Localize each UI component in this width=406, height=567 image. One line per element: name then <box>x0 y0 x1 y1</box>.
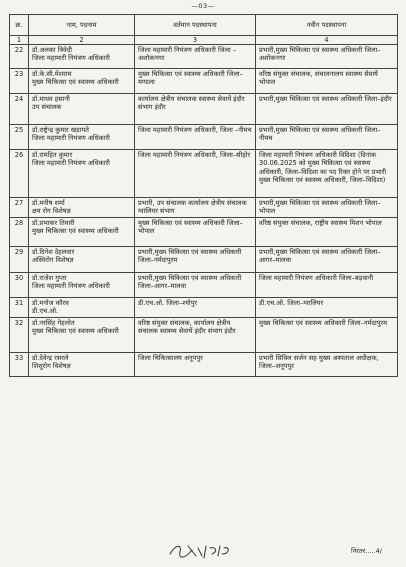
table-row <box>10 298 398 318</box>
officer-name: डॉ.प्रभाकर तिवारी <box>32 219 75 228</box>
continued-note: निरंतर.....4/ <box>351 547 382 555</box>
new-posting: जिला महामारी नियंत्रण अधिकारी जिला–बड़वानी <box>256 273 398 298</box>
row-sr: 27 <box>10 198 29 218</box>
table-row <box>10 318 398 353</box>
current-posting: जिला चिकित्सालय अनूपपुर <box>135 353 256 377</box>
current-posting: मुख्य चिकित्सा एवं स्वास्थ्य अधिकारी जिला–भोपाल <box>135 218 256 247</box>
officer-designation: शिशुरोग विशेषज्ञ <box>32 362 71 371</box>
current-posting: मुख्य चिकित्सा एवं स्वास्थ्य अधिकारी जिला–मण्डला <box>135 69 256 94</box>
row-sr: 32 <box>10 318 29 353</box>
table-row <box>10 198 398 218</box>
row-name-cell <box>29 353 135 377</box>
page-number: —03— <box>191 2 215 10</box>
table-row <box>10 218 398 247</box>
current-posting: जिला महामारी नियंत्रण अधिकारी, जिला –नीमच <box>135 125 256 150</box>
row-sr: 29 <box>10 247 29 273</box>
officer-name: डॉ.दिनेश देहलवार <box>32 248 75 257</box>
table-row <box>10 150 398 198</box>
officer-designation: मुख्य चिकित्सा एवं स्वास्थ्य अधिकारी <box>32 327 119 336</box>
row-sr: 26 <box>10 150 29 198</box>
new-posting: वरिष्ठ संयुक्त संचालक, संचालनालय स्वास्थ्य सेवायें भोपाल <box>256 69 398 94</box>
officer-name: डॉ.माधव हसानी <box>32 95 70 104</box>
officer-designation: क्षय रोग विशेषज्ञ <box>32 207 71 216</box>
posting-table <box>9 14 398 377</box>
new-posting: मुख्य चिकित्सा एवं स्वास्थ्य अधिकारी जिला–नर्मदापुरम <box>256 318 398 353</box>
officer-name: डॉ.के.सी.मेशराम <box>32 70 72 79</box>
current-posting: वरिष्ठ संयुक्त संचालक, कार्यालय क्षेत्रीय संचालक स्वास्थ्य सेवायें इंदौर संभाग इंदौर <box>135 318 256 353</box>
row-name-cell <box>29 94 135 125</box>
current-posting: प्रभारी,मुख्य चिकित्सा एवं स्वास्थ्य अधिकारी जिला–आगर–मालवा <box>135 273 256 298</box>
row-sr: 31 <box>10 298 29 318</box>
row-sr: 23 <box>10 69 29 94</box>
row-name-cell <box>29 125 135 150</box>
header-row <box>10 15 398 36</box>
new-posting: डी.एच.ओ. जिला–ग्वालियर <box>256 298 398 318</box>
new-posting: जिला महामारी नियंत्रण अधिकारी विदिशा (दिनांक 30.06.2025 को मुख्य चिकित्सा एवं स्वास्थ्य अधिकारी, जिला–विदिशा का पद रिक्त होने पर प्रभारी मुख्य चिकित्सा एवं स्वास्थ्य अधिकारी, जिला–विदिशा) <box>256 150 398 198</box>
current-posting: कार्यालय क्षेत्रीय संचालक स्वास्थ्य सेवायें इंदौर संभाग इंदौर <box>135 94 256 125</box>
current-posting: जिला महामारी नियंत्रण अधिकारी जिला –अशोकनगर <box>135 45 256 69</box>
row-name-cell <box>29 298 135 318</box>
signature-mark <box>166 540 236 562</box>
officer-name: डॉ.मनीष शर्मा <box>32 199 65 208</box>
row-sr: 25 <box>10 125 29 150</box>
officer-name: डॉ.राष्ट्रेन्द्र कुमार खड़ायते <box>32 126 89 135</box>
table-row <box>10 273 398 298</box>
officer-name: डॉ.मनोज कौरव <box>32 299 69 308</box>
officer-name: डॉ.देवेन्द्र रसरले <box>32 354 69 363</box>
table-row <box>10 353 398 377</box>
new-posting: प्रभारी,मुख्य चिकित्सा एवं स्वास्थ्य अधिकारी जिला–भोपाल <box>256 198 398 218</box>
officer-designation: जिला महामारी नियंत्रण अधिकारी <box>32 159 110 168</box>
officer-designation: मुख्य चिकित्सा एवं स्वास्थ्य अधिकारी <box>32 78 119 87</box>
officer-name: डॉ.राजेश गुप्ता <box>32 274 67 283</box>
table-row <box>10 45 398 69</box>
header-new-posting: नवीन पदस्थापना <box>256 15 398 36</box>
officer-designation: जिला महामारी नियंत्रण अधिकारी <box>32 282 110 291</box>
new-posting: प्रभारी,मुख्य चिकित्सा एवं स्वास्थ्य अधिकारी जिला–अशोकनगर <box>256 45 398 69</box>
officer-name: डॉ.नरसिंह गेहलोत <box>32 319 75 328</box>
header-sr: क्र. <box>10 15 29 36</box>
new-posting: प्रभारी,मुख्य चिकित्सा एवं स्वास्थ्य अधिकारी जिला–इंदौर <box>256 94 398 125</box>
new-posting: प्रभारी,मुख्य चिकित्सा एवं स्वास्थ्य अधिकारी जिला–नीमच <box>256 125 398 150</box>
officer-designation: डी.एच.ओ. <box>32 307 59 316</box>
row-name-cell <box>29 318 135 353</box>
officer-designation: अस्थिरोग विशेषज्ञ <box>32 256 74 265</box>
row-name-cell <box>29 198 135 218</box>
row-name-cell <box>29 45 135 69</box>
column-number: 3 <box>135 36 256 45</box>
table-row <box>10 125 398 150</box>
table-row <box>10 94 398 125</box>
row-name-cell <box>29 218 135 247</box>
table-row <box>10 247 398 273</box>
officer-name: डॉ.रामहित कुमार <box>32 151 73 160</box>
row-sr: 22 <box>10 45 29 69</box>
row-name-cell <box>29 247 135 273</box>
row-name-cell <box>29 150 135 198</box>
row-name-cell <box>29 69 135 94</box>
officer-name: डॉ.अलका त्रिवेदी <box>32 46 72 55</box>
row-sr: 24 <box>10 94 29 125</box>
row-sr: 28 <box>10 218 29 247</box>
row-name-cell <box>29 273 135 298</box>
new-posting: वरिष्ठ संयुक्त संचालक, राष्ट्रीय स्वास्थ्य मिशन भोपाल <box>256 218 398 247</box>
row-sr: 33 <box>10 353 29 377</box>
officer-designation: जिला महामारी नियंत्रण अधिकारी <box>32 134 110 143</box>
current-posting: डी.एच.ओ. जिला–श्योपुर <box>135 298 256 318</box>
table-row <box>10 69 398 94</box>
current-posting: जिला महामारी नियंत्रण अधिकारी, जिला–सीहोर <box>135 150 256 198</box>
row-sr: 30 <box>10 273 29 298</box>
column-number: 2 <box>29 36 135 45</box>
column-number: 1 <box>10 36 29 45</box>
header-current-posting: वर्तमान पदस्थापना <box>135 15 256 36</box>
column-number: 4 <box>256 36 398 45</box>
officer-designation: मुख्य चिकित्सा एवं स्वास्थ्य अधिकारी <box>32 227 119 236</box>
current-posting: प्रभारी,मुख्य चिकित्सा एवं स्वास्थ्य अधिकारी जिला–नर्मदापुरम <box>135 247 256 273</box>
current-posting: प्रभारी, उप संचालक कार्यालय क्षेत्रीय संचालक ग्वालियर संभाग <box>135 198 256 218</box>
new-posting: प्रभारी,मुख्य चिकित्सा एवं स्वास्थ्य अधिकारी जिला–आगर–मालवा <box>256 247 398 273</box>
new-posting: प्रभारी सिविल सर्जन सह मुख्य अस्पताल अधीक्षक, जिला–अनूपपुर <box>256 353 398 377</box>
officer-designation: उप संचालक <box>32 103 62 112</box>
officer-designation: जिला महामारी नियंत्रण अधिकारी <box>32 54 110 63</box>
header-name: नाम, पदनाम <box>29 15 135 36</box>
column-number-row <box>10 36 398 45</box>
